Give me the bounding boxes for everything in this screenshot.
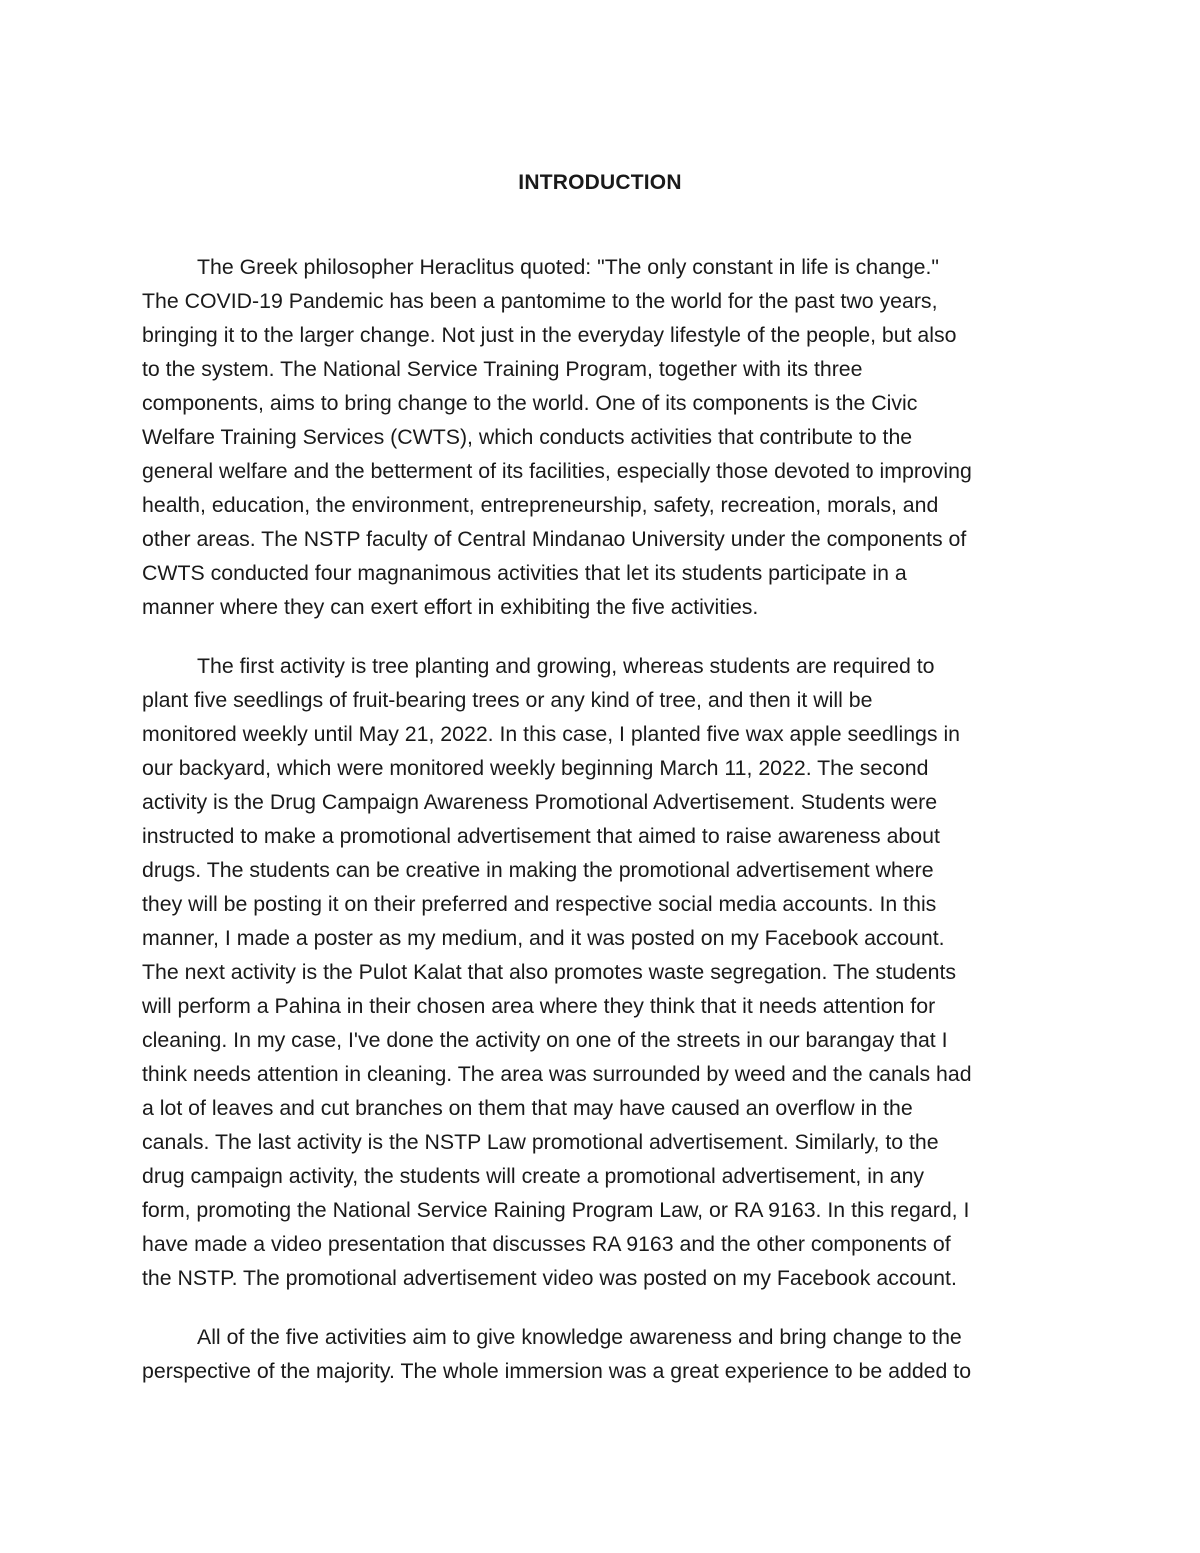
paragraph-line: the NSTP. The promotional advertisement video was posted on my Facebook account. — [142, 1266, 957, 1290]
paragraph-line: they will be posting it on their preferred and respective social media accounts. In this — [142, 892, 937, 916]
paragraph-line: CWTS conducted four magnanimous activities that let its students participate in a — [142, 561, 907, 585]
paragraph-line: Welfare Training Services (CWTS), which conducts activities that contribute to the — [142, 425, 913, 449]
paragraph-line: monitored weekly until May 21, 2022. In this case, I planted five wax apple seedlings in — [142, 722, 961, 746]
paragraph-line: bringing it to the larger change. Not just in the everyday lifestyle of the people, but also — [142, 323, 957, 347]
paragraph-line: form, promoting the National Service Raining Program Law, or RA 9163. In this regard, I — [142, 1198, 970, 1222]
paragraph-line: general welfare and the betterment of its facilities, especially those devoted to improving — [142, 459, 972, 483]
paragraph-line: our backyard, which were monitored weekly beginning March 11, 2022. The second — [142, 756, 929, 780]
paragraph-line: instructed to make a promotional advertisement that aimed to raise awareness about — [142, 824, 940, 848]
paragraph-line: perspective of the majority. The whole immersion was a great experience to be added to — [142, 1359, 972, 1383]
paragraph-line: The COVID-19 Pandemic has been a pantomime to the world for the past two years, — [142, 289, 938, 313]
paragraph-3 — [142, 1320, 1062, 1388]
paragraph-line: The Greek philosopher Heraclitus quoted: "The only constant in life is change." — [197, 255, 939, 279]
document-body — [142, 250, 1062, 1388]
paragraph-line: cleaning. In my case, I've done the activity on one of the streets in our barangay that I — [142, 1028, 948, 1052]
paragraph-line: All of the five activities aim to give knowledge awareness and bring change to the — [197, 1325, 962, 1349]
paragraph-line: The first activity is tree planting and growing, whereas students are required to — [197, 654, 935, 678]
paragraph-1 — [142, 250, 1062, 624]
paragraph-line: think needs attention in cleaning. The area was surrounded by weed and the canals had — [142, 1062, 972, 1086]
paragraph-2 — [142, 649, 1062, 1295]
paragraph-line: health, education, the environment, entrepreneurship, safety, recreation, morals, and — [142, 493, 939, 517]
paragraph-line: manner, I made a poster as my medium, and it was posted on my Facebook account. — [142, 926, 945, 950]
paragraph-line: a lot of leaves and cut branches on them that may have caused an overflow in the — [142, 1096, 913, 1120]
paragraph-line: manner where they can exert effort in exhibiting the five activities. — [142, 595, 759, 619]
paragraph-line: The next activity is the Pulot Kalat that also promotes waste segregation. The students — [142, 960, 957, 984]
document-heading: INTRODUCTION — [518, 171, 682, 194]
paragraph-line: components, aims to bring change to the world. One of its components is the Civic — [142, 391, 918, 415]
paragraph-spacer — [142, 624, 1062, 649]
paragraph-line: canals. The last activity is the NSTP Law promotional advertisement. Similarly, to the — [142, 1130, 939, 1154]
paragraph-line: drug campaign activity, the students will create a promotional advertisement, in any — [142, 1164, 925, 1188]
paragraph-spacer — [142, 1295, 1062, 1320]
paragraph-line: drugs. The students can be creative in making the promotional advertisement where — [142, 858, 934, 882]
paragraph-line: plant five seedlings of fruit-bearing trees or any kind of tree, and then it will be — [142, 688, 873, 712]
paragraph-line: activity is the Drug Campaign Awareness Promotional Advertisement. Students were — [142, 790, 938, 814]
paragraph-line: other areas. The NSTP faculty of Central Mindanao University under the components of — [142, 527, 967, 551]
paragraph-line: will perform a Pahina in their chosen area where they think that it needs attention for — [142, 994, 936, 1018]
paragraph-line: to the system. The National Service Training Program, together with its three — [142, 357, 863, 381]
paragraph-line: have made a video presentation that discusses RA 9163 and the other components of — [142, 1232, 951, 1256]
